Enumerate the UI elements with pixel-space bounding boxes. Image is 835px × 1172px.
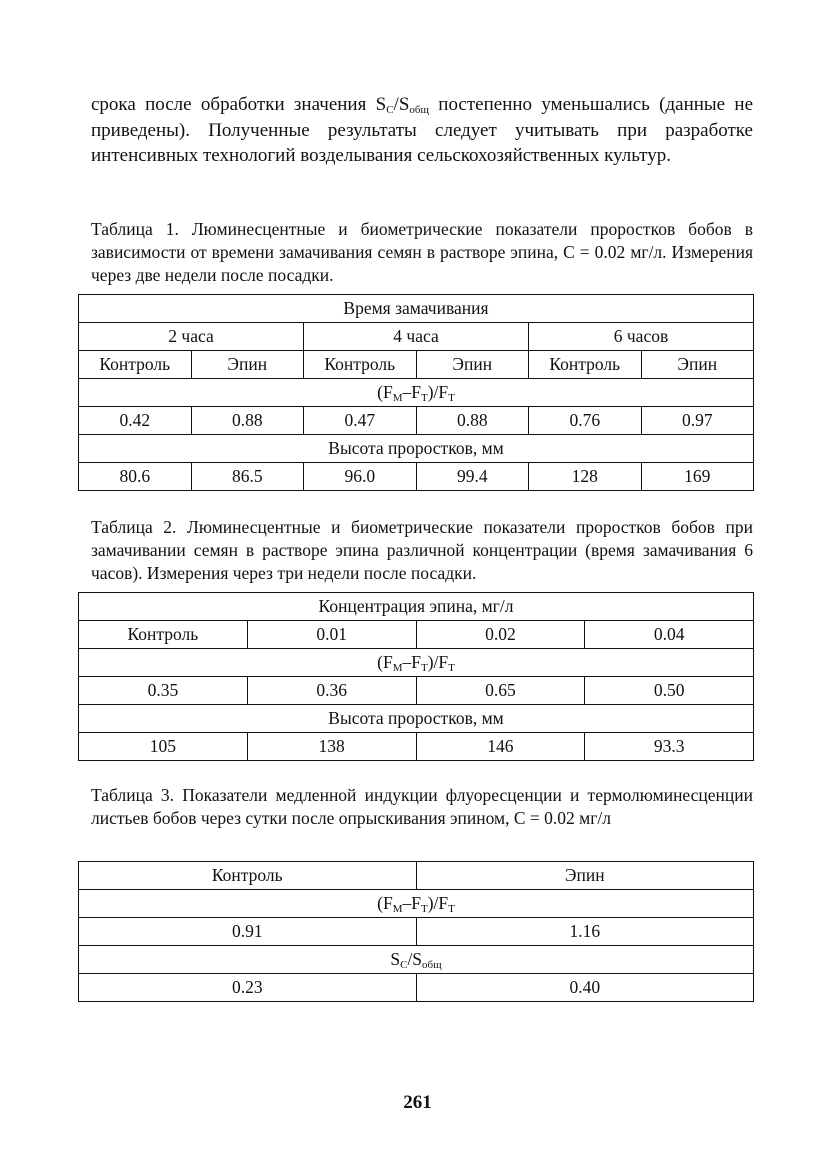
intro-subscript: общ [409, 104, 429, 116]
metric-part: (F [377, 893, 393, 913]
table1-subheader: Эпин [191, 351, 304, 379]
page-number: 261 [403, 1092, 432, 1113]
table2-subheader: 0.01 [247, 621, 416, 649]
metric-part: /S [407, 949, 423, 969]
table2-subheader: 0.02 [416, 621, 585, 649]
table2-cell: 0.50 [585, 677, 754, 705]
table2-metric-fluorescence [79, 649, 754, 677]
metric-subscript: общ [422, 959, 442, 971]
table1-cell: 80.6 [79, 463, 192, 491]
intro-text-part: /S [393, 94, 410, 115]
metric-subscript: T [448, 662, 455, 674]
table1-subheader: Контроль [529, 351, 642, 379]
table2-caption: Таблица 2. Люминесцентные и биометрические показатели проростков бобов при замачивании семян в растворе эпина различной концентрации (время замачивания 6 часов). Измерения через три недели после посадки. [91, 517, 753, 583]
table1-cell: 0.97 [641, 407, 754, 435]
table1-cell: 0.42 [79, 407, 192, 435]
table2-subheader: Контроль [79, 621, 248, 649]
table2-cell: 0.35 [79, 677, 248, 705]
table1-cell: 0.76 [529, 407, 642, 435]
metric-part: )/F [427, 382, 449, 402]
table3-caption: Таблица 3. Показатели медленной индукции флуоресценции и термолюминесценции листьев бобов через сутки после опрыскивания эпином, C = 0.02 мг/л [91, 785, 753, 828]
table1-group: 2 часа [79, 323, 304, 351]
metric-subscript: M [392, 903, 403, 915]
table1-cell: 86.5 [191, 463, 304, 491]
metric-part: S [390, 949, 401, 969]
table2-subheader: 0.04 [585, 621, 754, 649]
table1-subheader: Эпин [641, 351, 754, 379]
table2-cell: 0.36 [247, 677, 416, 705]
metric-subscript: T [420, 662, 428, 674]
table1-subheader: Эпин [416, 351, 529, 379]
table3-metric-ratio [79, 946, 754, 974]
table1-group: 4 часа [304, 323, 529, 351]
table2 [78, 592, 754, 761]
table1-metric-fluorescence [79, 379, 754, 407]
table1-caption: Таблица 1. Люминесцентные и биометрические показатели проростков бобов в зависимости от времени замачивания семян в растворе эпина, C = 0.02 мг/л. Измерения через две недели после посадки. [91, 219, 753, 285]
intro-paragraph [91, 92, 753, 169]
table2-cell: 105 [79, 733, 248, 761]
metric-subscript: T [420, 903, 428, 915]
metric-part: )/F [427, 893, 449, 913]
metric-subscript: M [392, 392, 403, 404]
table2-cell: 93.3 [585, 733, 754, 761]
table1-metric-height: Высота проростков, мм [79, 435, 754, 463]
table2-cell: 146 [416, 733, 585, 761]
table1-cell: 0.88 [416, 407, 529, 435]
metric-subscript: T [448, 903, 455, 915]
metric-part: –F [402, 652, 421, 672]
metric-part: –F [402, 893, 421, 913]
intro-text-part: постепенно уменьшались (данные не приведены). Полученные результаты следует учитывать при разработке интенсивных технологий возделывания сельскохозяйственных культур. [91, 94, 754, 166]
intro-text-part: срока после обработки значения S [91, 94, 387, 115]
table3-subheader: Эпин [416, 862, 754, 890]
table3-cell: 1.16 [416, 918, 754, 946]
table1-header: Время замачивания [79, 295, 754, 323]
table3-metric-fluorescence [79, 890, 754, 918]
table3-cell: 0.40 [416, 974, 754, 1002]
table1-cell: 96.0 [304, 463, 417, 491]
table1-group: 6 часов [529, 323, 754, 351]
table3-subheader: Контроль [79, 862, 417, 890]
metric-part: (F [377, 652, 393, 672]
table3-cell: 0.23 [79, 974, 417, 1002]
table3-cell: 0.91 [79, 918, 417, 946]
table2-metric-height: Высота проростков, мм [79, 705, 754, 733]
metric-subscript: T [448, 392, 455, 404]
intro-subscript: C [386, 104, 394, 116]
table1-subheader: Контроль [79, 351, 192, 379]
table3 [78, 861, 754, 1002]
metric-subscript: M [392, 662, 403, 674]
table1-cell: 169 [641, 463, 754, 491]
metric-subscript: T [420, 392, 428, 404]
metric-subscript: C [400, 959, 408, 971]
table1-subheader: Контроль [304, 351, 417, 379]
table1-cell: 99.4 [416, 463, 529, 491]
table1-cell: 0.88 [191, 407, 304, 435]
table1-cell: 0.47 [304, 407, 417, 435]
metric-part: –F [402, 382, 421, 402]
table1-cell: 128 [529, 463, 642, 491]
table2-cell: 0.65 [416, 677, 585, 705]
table2-cell: 138 [247, 733, 416, 761]
metric-part: )/F [427, 652, 449, 672]
table2-header: Концентрация эпина, мг/л [79, 593, 754, 621]
table1 [78, 294, 754, 491]
metric-part: (F [377, 382, 393, 402]
